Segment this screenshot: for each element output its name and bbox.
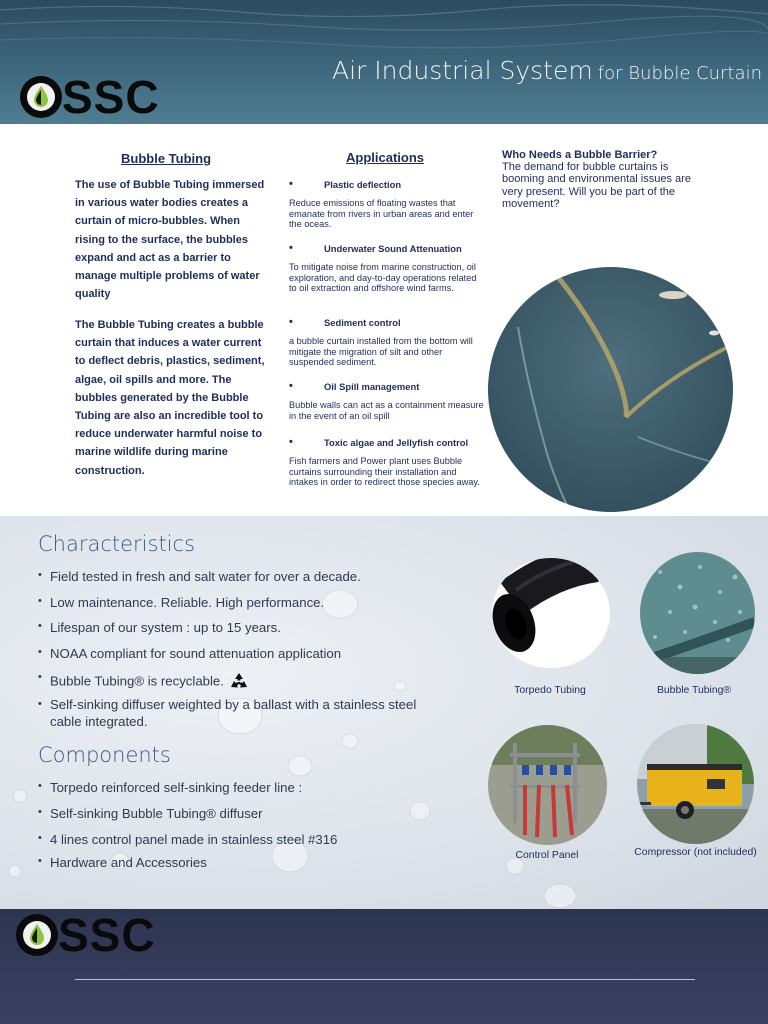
torpedo-tubing-caption: Torpedo Tubing: [514, 685, 586, 696]
components-heading: Components: [38, 743, 171, 767]
control-panel-caption: Control Panel: [515, 850, 579, 861]
characteristics-heading: Characteristics: [38, 532, 196, 556]
list-item: [38, 671, 418, 692]
ossc-logo: [20, 71, 160, 123]
list-item: • Low maintenance. Reliable. High performance.: [38, 595, 418, 621]
bubble-tubing-image: [640, 552, 755, 674]
application-title: Oil Spill management: [324, 380, 420, 392]
logo-text: SSC: [62, 71, 160, 123]
title-sub: for Bubble Curtain: [597, 63, 762, 84]
recyclable-text: Bubble Tubing® is recyclable.: [50, 673, 224, 689]
list-item: • Torpedo reinforced self-sinking feeder line :: [38, 780, 418, 806]
footer-divider: [75, 979, 695, 980]
list-item: • Self-sinking diffuser weighted by a ballast with a stainless steel cable integrated.: [38, 696, 418, 730]
application-item: • Oil Spill management Bubble walls can act as a containment measure in the event of an oil spill: [289, 380, 484, 421]
application-title: Sediment control: [324, 316, 401, 328]
application-desc: Fish farmers and Power plant uses Bubble curtains surrounding their installation and intakes in order to redirect those species away.: [289, 456, 480, 488]
who-needs-block: [502, 149, 692, 210]
bubble-tubing-caption: Bubble Tubing®: [656, 685, 732, 696]
who-needs-heading: Who Needs a Bubble Barrier?: [502, 149, 658, 161]
characteristics-list: [38, 569, 418, 730]
ossc-logo-footer: [16, 909, 156, 961]
list-item: • Self-sinking Bubble Tubing® diffuser: [38, 806, 418, 832]
bubble-tubing-heading: Bubble Tubing: [121, 151, 212, 166]
control-panel-image: [488, 725, 607, 845]
list-item: • 4 lines control panel made in stainless steel #316: [38, 832, 418, 855]
bubble-tubing-para-1: The use of Bubble Tubing immersed in various water bodies creates a curtain of micro-bubbles. When rising to the surface, the bubbles expand and act as a barrier to manage multiple problems of water quality: [75, 179, 265, 301]
list-item: • Lifespan of our system : up to 15 years.: [38, 620, 418, 646]
application-desc: Bubble walls can act as a containment measure in the event of an oil spill: [289, 400, 484, 421]
application-desc: a bubble curtain installed from the bottom will mitigate the migration of silt and other suspended sediment.: [289, 336, 473, 368]
bubble-curtain-aerial-photo: [488, 267, 733, 512]
applications-heading: Applications: [346, 150, 425, 165]
compressor-caption: Compressor (not included): [634, 847, 757, 858]
recycle-icon: [228, 671, 250, 693]
compressor-image: [637, 724, 754, 844]
bubble-tubing-para-2: The Bubble Tubing creates a bubble curtain that induces a water current to deflect debris, plastics, sediment, algae, oil spills and more. The bubbles generated by the Bubble Tubing are also an incredible tool to reduce underwater harmful noise to marine wildlife during marine construction.: [75, 319, 265, 477]
application-title: Underwater Sound Attenuation: [324, 242, 462, 254]
list-item: • Hardware and Accessories: [38, 855, 418, 877]
who-needs-text: The demand for bubble curtains is booming and environmental issues are very present. Will you be part of the movement?: [502, 161, 691, 210]
list-item: • Field tested in fresh and salt water for over a decade.: [38, 569, 418, 595]
logo-drop-icon: [16, 914, 58, 956]
logo-text: SSC: [58, 909, 156, 961]
application-item: • Plastic deflection Reduce emissions of floating wastes that emanate from rivers in urban areas and enter the oceas.: [289, 178, 484, 230]
application-desc: Reduce emissions of floating wastes that emanate from rivers in urban areas and enter the oceas.: [289, 198, 474, 230]
application-title: Toxic algae and Jellyfish control: [324, 436, 469, 448]
logo-drop-icon: [20, 76, 62, 118]
application-desc: To mitigate noise from marine construction, oil exploration, and day-to-day operations related to oil extraction and offshore wind farms.: [289, 262, 477, 294]
application-item: • Underwater Sound Attenuation To mitigate noise from marine construction, oil exploration, and day-to-day operations related to oil extraction and offshore wind farms.: [289, 242, 484, 294]
application-title: Plastic deflection: [324, 178, 402, 190]
components-list: [38, 780, 418, 877]
list-item: • NOAA compliant for sound attenuation application: [38, 646, 418, 672]
title-main: Air Industrial System: [332, 56, 593, 85]
application-item: • Sediment control a bubble curtain installed from the bottom will mitigate the migration of silt and other suspended sediment.: [289, 316, 484, 368]
application-item: • Toxic algae and Jellyfish control Fish farmers and Power plant uses Bubble curtains surrounding their installation and intakes in order to redirect those species away.: [289, 436, 484, 488]
page-title: [332, 56, 762, 85]
torpedo-tubing-image: [492, 558, 610, 668]
